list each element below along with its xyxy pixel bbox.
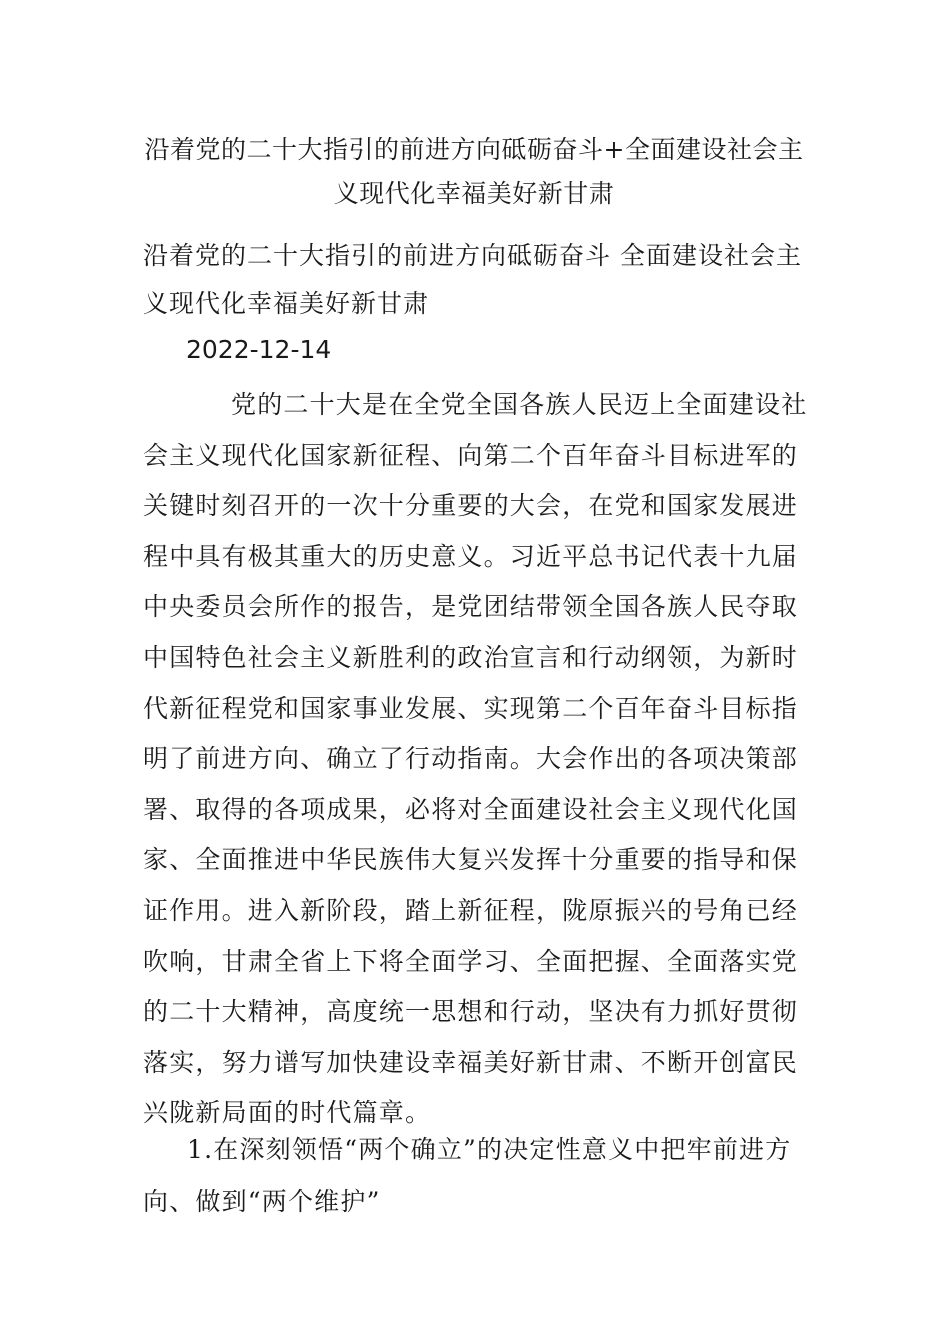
body-line: 家、全面推进中华民族伟大复兴发挥十分重要的指导和保 xyxy=(143,845,799,875)
title-line: 义现代化幸福美好新甘肃 xyxy=(333,179,615,208)
subtitle-line: 沿着党的二十大指引的前进方向砥砺奋斗 全面建设社会主 xyxy=(143,241,802,270)
body-line: 落实，努力谱写加快建设幸福美好新甘肃、不断开创富民 xyxy=(143,1047,799,1077)
body-line: 中国特色社会主义新胜利的政治宣言和行动纲领，为新时 xyxy=(143,642,799,672)
title-line: 沿着党的二十大指引的前进方向砥砺奋斗+全面建设社会主 xyxy=(144,135,804,164)
section-line: 向、做到“两个维护” xyxy=(143,1187,381,1216)
section-line: 1.在深刻领悟“两个确立”的决定性意义中把牢前进方 xyxy=(187,1135,792,1164)
body-line: 的二十大精神，高度统一思想和行动，坚决有力抓好贯彻 xyxy=(143,997,799,1027)
body-line: 中央委员会所作的报告，是党团结带领全国各族人民夺取 xyxy=(143,592,799,622)
document-title xyxy=(140,128,808,216)
body-line: 程中具有极其重大的历史意义。习近平总书记代表十九届 xyxy=(143,541,799,571)
body-paragraph xyxy=(143,380,811,1139)
body-line: 吹响，甘肃全省上下将全面学习、全面把握、全面落实党 xyxy=(143,946,799,976)
document-subtitle xyxy=(143,232,811,328)
body-line: 会主义现代化国家新征程、向第二个百年奋斗目标进军的 xyxy=(143,440,799,470)
section-heading xyxy=(143,1124,811,1228)
body-line: 代新征程党和国家事业发展、实现第二个百年奋斗目标指 xyxy=(143,693,799,723)
body-line: 证作用。进入新阶段，踏上新征程，陇原振兴的号角已经 xyxy=(143,895,799,925)
body-line: 署、取得的各项成果，必将对全面建设社会主义现代化国 xyxy=(143,794,799,824)
publish-date: 2022-12-14 xyxy=(186,335,332,364)
body-line: 明了前进方向、确立了行动指南。大会作出的各项决策部 xyxy=(143,744,799,774)
subtitle-line: 义现代化幸福美好新甘肃 xyxy=(143,289,430,318)
body-line: 关键时刻召开的一次十分重要的大会，在党和国家发展进 xyxy=(143,491,799,521)
body-line: 兴陇新局面的时代篇章。 xyxy=(143,1098,432,1128)
body-line: 党的二十大是在全党全国各族人民迈上全面建设社 xyxy=(231,390,808,419)
